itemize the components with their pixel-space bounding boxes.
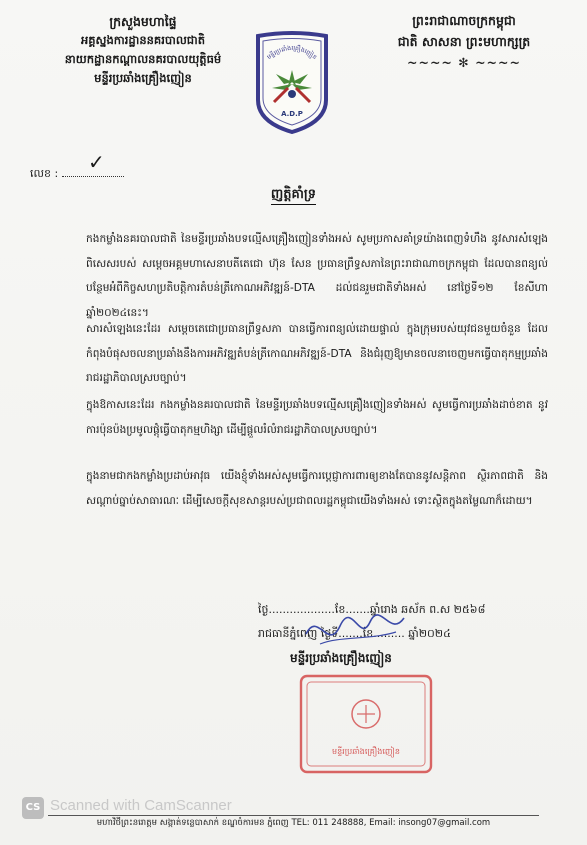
- footer-contact: មហាវិថីព្រះនរោត្តម សង្កាត់ទន្លេបាសាក់ ខណ្ឌចំការមន ភ្នំពេញ TEL: 011 248888, Email: insong07@gmail.com: [96, 818, 491, 828]
- lunar-date: ថ្ងៃ...................ខែ.......ឆ្នាំរោង ឆស័ក ព.ស ២៥៦៨: [258, 603, 486, 616]
- judicial-police-department: នាយកដ្ឋានកណ្តាលនគរបាលយុត្តិធម៌: [64, 52, 222, 66]
- ornament-divider: ~~~~ ✻ ~~~~: [407, 55, 521, 70]
- paragraph-support-announcement: កងកម្លាំងនគរបាលជាតិ នៃមន្ទីរប្រឆាំងបទល្មើសគ្រឿងញៀនទាំងអស់ សូមប្រកាសគាំទ្រយ៉ាងពេញទំហឹង នូវសារសំឡេងពិសេសរបស់ សម្តេចអគ្គមហាសេនាបតីតេជោ ហ៊ុន សែន ប្រធានព្រឹទ្ធសភានៃព្រះរាជាណាចក្រកម្ពុជា ដែលបានពន្យល់បន្ថែមអំពីកិច្ចសហប្រតិបត្តិការតំបន់ត្រីកោណអភិវឌ្ឍន៍-DTA ដល់ជនរួមជាតិទាំងអស់ នៅថ្ងៃទី១២ ខែសីហា ឆ្នាំ២០២៤នេះ។: [86, 233, 548, 319]
- signing-department: មន្ទីរប្រឆាំងគ្រឿងញៀន: [290, 651, 392, 665]
- paragraph-opposition-statement: ក្នុងឱកាសនេះដែរ កងកម្លាំងនគរបាលជាតិ នៃមន្ទីរប្រឆាំងបទល្មើសគ្រឿងញៀនទាំងអស់ សូមធ្វើការប្រឆាំងដាច់ខាត នូវការប៉ុនប៉ងប្រមូលផ្តុំធ្វើបាតុកម្មហិង្សា ដើម្បីផ្តួលរំលំរាជរដ្ឋាភិបាលស្របច្បាប់។: [86, 399, 548, 436]
- handwritten-tick-icon: ✓: [88, 150, 105, 174]
- kingdom-header: [369, 10, 559, 73]
- national-motto: ជាតិ សាសនា ព្រះមហាក្សត្រ: [397, 34, 531, 49]
- paragraph-audio-message: សារសំឡេងនេះដែរ សម្តេចតេជោប្រធានព្រឹទ្ធសភា បានធ្វើការពន្យល់ដោយផ្ទាល់ ក្នុងក្រុមរបស់យុវជនមួយចំនួន ដែលកំពុងបំផុសចលនាប្រឆាំងនឹងការអភិវឌ្ឍតំបន់ត្រីកោណអភិវឌ្ឍន៍-DTA និងជំរុញឱ្យមានចលនាចេញមកធ្វើបាតុកម្មប្រឆាំងរាជរដ្ឋាភិបាលស្របច្បាប់។: [86, 323, 548, 384]
- footer-divider: [48, 815, 539, 816]
- solar-date: រាជធានីភ្នំពេញ ថ្ងៃទី.......ខែ......... ឆ្នាំ២០២៤: [258, 627, 451, 640]
- ministry-name: ក្រសួងមហាផ្ទៃ: [109, 14, 177, 29]
- ministry-header: [48, 12, 238, 88]
- logo-arc-text: មន្ទីរប្រឆាំងគ្រឿងញៀន: [265, 44, 319, 62]
- anti-drug-department: មន្ទីរប្រឆាំងគ្រឿងញៀន: [94, 71, 192, 85]
- letter-number: [30, 166, 124, 183]
- kingdom-name: ព្រះរាជាណាចក្រកម្ពុជា: [412, 13, 516, 28]
- official-stamp: [295, 654, 437, 778]
- department-logo: [254, 30, 330, 134]
- camscanner-badge: CS: [22, 797, 44, 819]
- document-title: ញត្តិគាំទ្រ: [0, 186, 587, 205]
- paragraph-commitment: ក្នុងនាមជាកងកម្លាំងប្រដាប់អាវុធ យើងខ្ញុំទាំងអស់សូមធ្វើការប្តេជ្ញាការពារឲ្យខាងតែបាននូវសន្តិភាព ស្ថិរភាពជាតិ និងសណ្តាប់ធ្នាប់សាធារណៈ ដើម្បីសេចក្តីសុខសាន្តរបស់ប្រជាពលរដ្ឋកម្ពុជាយើងទាំងអស់ ទោះស្ថិតក្នុងតម្លៃណាក៏ដោយ។: [86, 470, 548, 507]
- stamp-text: មន្ទីរប្រឆាំងគ្រឿងញៀន: [332, 747, 400, 756]
- camscanner-watermark: Scanned with CamScanner: [50, 797, 232, 814]
- logo-abbreviation: A.D.P: [281, 110, 303, 118]
- police-commissariat: អគ្គស្នងការដ្ឋាននគរបាលជាតិ: [80, 33, 206, 47]
- letter-number-label: លេខ :: [30, 167, 59, 180]
